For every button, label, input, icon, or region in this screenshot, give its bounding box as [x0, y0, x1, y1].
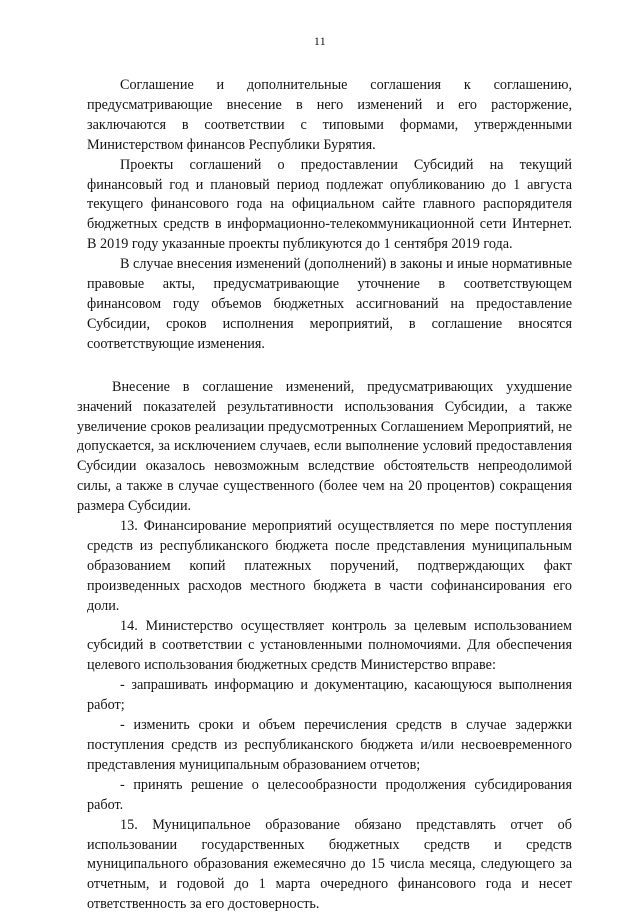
paragraph-draft-agreements: Проекты соглашений о предоставлении Субсидий на текущий финансовый год и плановый период подлежат опубликованию до 1 августа текущего финансового года на официальном сайте главного распорядителя бюджетных средств в информационно-телекоммуникационной сети Интернет. В 2019 году указанные проекты публикуются до 1 сентября 2019 года.: [87, 156, 572, 253]
list-item-change-terms: - изменить сроки и объем перечисления средств в случае задержки поступления средств из республиканского бюджета и/или несвоевременного представления муниципальным образованием отчетов;: [87, 717, 572, 773]
paragraph-clause-15: 15. Муниципальное образование обязано представлять отчет об использовании государственных бюджетных средств и средств муниципального образования ежемесячно до 15 числа месяца, следующего за отчетным, и годовой до 1 марта очередного финансового года и несет ответственность за его достоверность.: [87, 816, 572, 913]
paragraph-indicator-changes: Внесение в соглашение изменений, предусматривающих ухудшение значений показателей результативности использования Субсидии, а также увеличение сроков реализации предусмотренных Соглашением Мероприятий, не допускается, за исключением случаев, если выполнение условий предоставления Субсидии оказалось невозможным вследствие обстоятельств непреодолимой силы, а также в случае существенного (более чем на 20 процентов) сокращения размера Субсидии.: [77, 378, 572, 515]
paragraph-agreement-forms: Соглашение и дополнительные соглашения к соглашению, предусматривающие внесение в него изменений и его расторжение, заключаются в соответствии с типовыми формами, утвержденными Министерством финансов Республики Бурятия.: [87, 77, 572, 153]
paragraph-clause-13: 13. Финансирование мероприятий осуществляется по мере поступления средств из республиканского бюджета после представления муниципальным образованием копий платежных поручений, подтверждающих факт произведенных расходов местного бюджета в части софинансирования его доли.: [87, 518, 572, 614]
document-body: [77, 76, 572, 915]
list-item-request-info: - запрашивать информацию и документацию, касающуюся выполнения работ;: [87, 677, 572, 714]
page-number: 11: [313, 34, 327, 48]
paragraph-law-changes: В случае внесения изменений (дополнений) в законы и иные нормативные правовые акты, предусматривающие уточнение в соответствующем финансовом году объемов бюджетных ассигнований на предоставление Субсидии, сроков исполнения мероприятий, в соглашение вносятся соответствующие изменения.: [87, 256, 572, 352]
paragraph-clause-14: 14. Министерство осуществляет контроль за целевым использованием субсидий в соответствии с установленными полномочиями. Для обеспечения целевого использования бюджетных средств Министерство вправе:: [87, 617, 572, 674]
list-item-decide-continuation: - принять решение о целесообразности продолжения субсидирования работ.: [87, 776, 572, 813]
